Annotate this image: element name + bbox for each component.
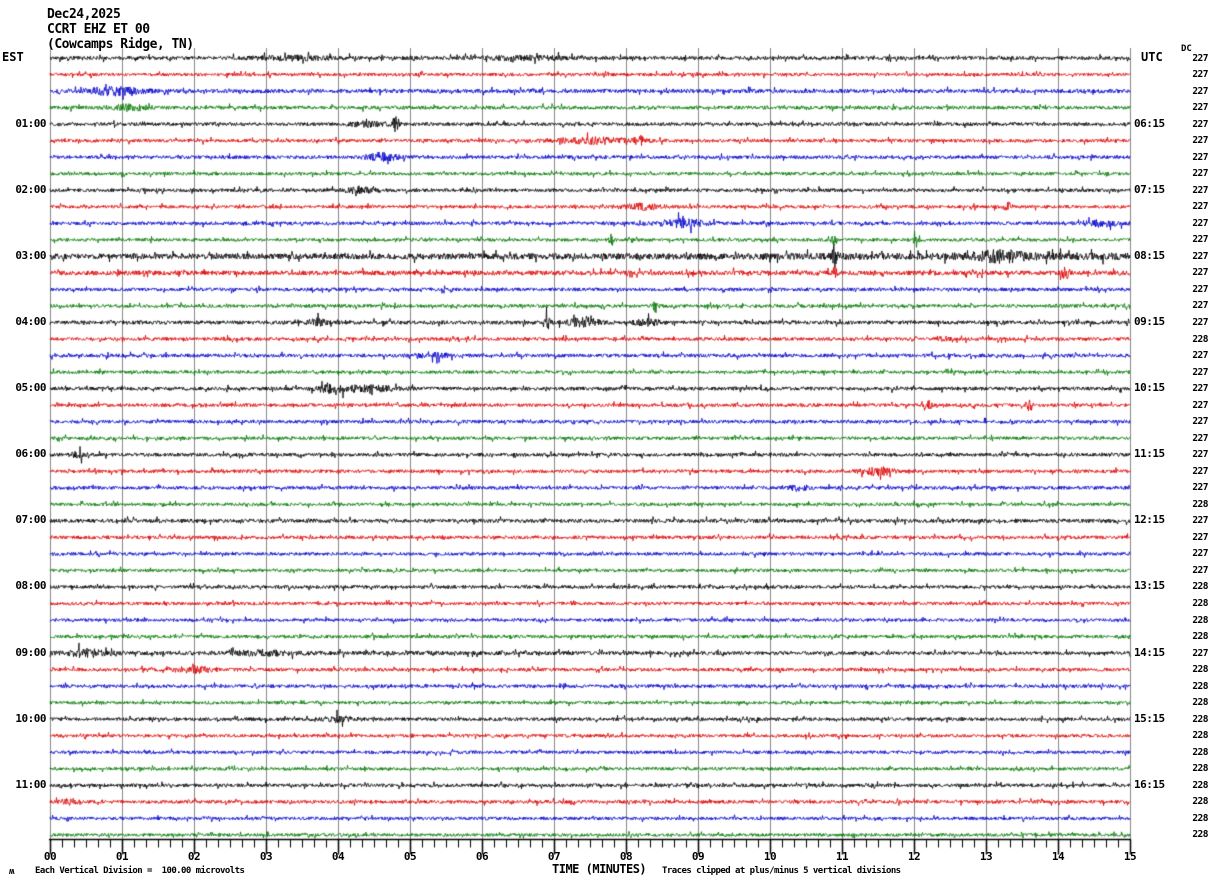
dc-value: 228 (1192, 664, 1208, 676)
dc-value: 228 (1192, 713, 1208, 725)
utc-time-label: 12:15 (1134, 513, 1165, 527)
minute-tick-label: 07 (547, 850, 561, 863)
title-location: (Cowcamps Ridge, TN) (47, 37, 194, 52)
minute-tick-label: 14 (1051, 850, 1065, 863)
micro-glyph: ʍ (9, 867, 15, 877)
dc-value: 227 (1192, 85, 1208, 97)
dc-value: 227 (1192, 118, 1208, 130)
dc-value: 228 (1192, 779, 1208, 791)
minute-tick-label: 03 (259, 850, 273, 863)
minute-tick-label: 12 (907, 850, 921, 863)
dc-value: 227 (1192, 69, 1208, 81)
dc-value: 227 (1192, 316, 1208, 328)
dc-offset-header: DC (1181, 44, 1192, 54)
minute-tick-label: 09 (691, 850, 705, 863)
dc-value: 227 (1192, 267, 1208, 279)
dc-value: 228 (1192, 829, 1208, 841)
dc-value: 228 (1192, 697, 1208, 709)
dc-value: 227 (1192, 151, 1208, 163)
utc-time-label: 15:15 (1134, 711, 1165, 725)
minute-tick-label: 02 (187, 850, 201, 863)
minute-tick-label: 15 (1123, 850, 1137, 863)
minute-tick-label: 01 (115, 850, 129, 863)
dc-value: 227 (1192, 432, 1208, 444)
dc-value: 227 (1192, 531, 1208, 543)
est-time-label: 08:00 (15, 579, 46, 593)
minute-tick-label: 08 (619, 850, 633, 863)
est-time-label: 09:00 (15, 645, 46, 659)
dc-value: 228 (1192, 746, 1208, 758)
dc-value: 227 (1192, 647, 1208, 659)
minute-tick-label: 11 (835, 850, 849, 863)
left-timezone-header: EST (2, 50, 24, 64)
est-time-label: 10:00 (15, 711, 46, 725)
dc-value: 228 (1192, 631, 1208, 643)
dc-value: 227 (1192, 135, 1208, 147)
dc-value: 227 (1192, 234, 1208, 246)
dc-value: 227 (1192, 383, 1208, 395)
dc-value: 228 (1192, 730, 1208, 742)
utc-time-label: 14:15 (1134, 645, 1165, 659)
utc-time-label: 10:15 (1134, 381, 1165, 395)
dc-value: 227 (1192, 168, 1208, 180)
dc-value: 227 (1192, 548, 1208, 560)
minute-tick-label: 06 (475, 850, 489, 863)
minute-tick-label: 00 (43, 850, 57, 863)
utc-time-label: 07:15 (1134, 182, 1165, 196)
utc-time-label: 08:15 (1134, 248, 1165, 262)
dc-value: 228 (1192, 680, 1208, 692)
est-time-label: 05:00 (15, 381, 46, 395)
dc-value: 227 (1192, 52, 1208, 64)
dc-value: 228 (1192, 763, 1208, 775)
est-time-label: 02:00 (15, 182, 46, 196)
dc-value: 228 (1192, 333, 1208, 345)
utc-time-label: 16:15 (1134, 777, 1165, 791)
dc-value: 228 (1192, 597, 1208, 609)
dc-value: 227 (1192, 250, 1208, 262)
minute-tick-label: 13 (979, 850, 993, 863)
dc-value: 227 (1192, 416, 1208, 428)
dc-value: 228 (1192, 581, 1208, 593)
minute-tick-label: 04 (331, 850, 345, 863)
title-station-channel: CCRT EHZ ET 00 (47, 22, 150, 37)
utc-time-label: 06:15 (1134, 116, 1165, 130)
dc-value: 228 (1192, 796, 1208, 808)
est-time-label: 11:00 (15, 777, 46, 791)
dc-value: 227 (1192, 300, 1208, 312)
est-time-label: 07:00 (15, 513, 46, 527)
dc-value: 228 (1192, 812, 1208, 824)
dc-value: 228 (1192, 498, 1208, 510)
dc-value: 227 (1192, 283, 1208, 295)
dc-value: 227 (1192, 449, 1208, 461)
dc-value: 227 (1192, 102, 1208, 114)
dc-value: 227 (1192, 465, 1208, 477)
dc-value: 227 (1192, 217, 1208, 229)
dc-value: 227 (1192, 184, 1208, 196)
dc-value: 227 (1192, 366, 1208, 378)
utc-time-label: 11:15 (1134, 447, 1165, 461)
est-time-label: 04:00 (15, 314, 46, 328)
vertical-division-scale-note: Each Vertical Division = 100.00 microvolts (35, 866, 245, 876)
utc-time-label: 13:15 (1134, 579, 1165, 593)
dc-value: 227 (1192, 201, 1208, 213)
clipping-note: Traces clipped at plus/minus 5 vertical divisions (662, 866, 901, 876)
utc-time-label: 09:15 (1134, 314, 1165, 328)
x-axis-title: TIME (MINUTES) (552, 862, 647, 876)
dc-value: 227 (1192, 399, 1208, 411)
dc-value: 227 (1192, 515, 1208, 527)
minute-tick-label: 10 (763, 850, 777, 863)
dc-value: 228 (1192, 614, 1208, 626)
est-time-label: 06:00 (15, 447, 46, 461)
dc-value: 227 (1192, 482, 1208, 494)
dc-value: 227 (1192, 564, 1208, 576)
est-time-label: 01:00 (15, 116, 46, 130)
est-time-label: 03:00 (15, 248, 46, 262)
minute-tick-label: 05 (403, 850, 417, 863)
dc-value: 227 (1192, 350, 1208, 362)
right-timezone-header: UTC (1141, 50, 1163, 64)
title-date: Dec24,2025 (47, 7, 121, 22)
